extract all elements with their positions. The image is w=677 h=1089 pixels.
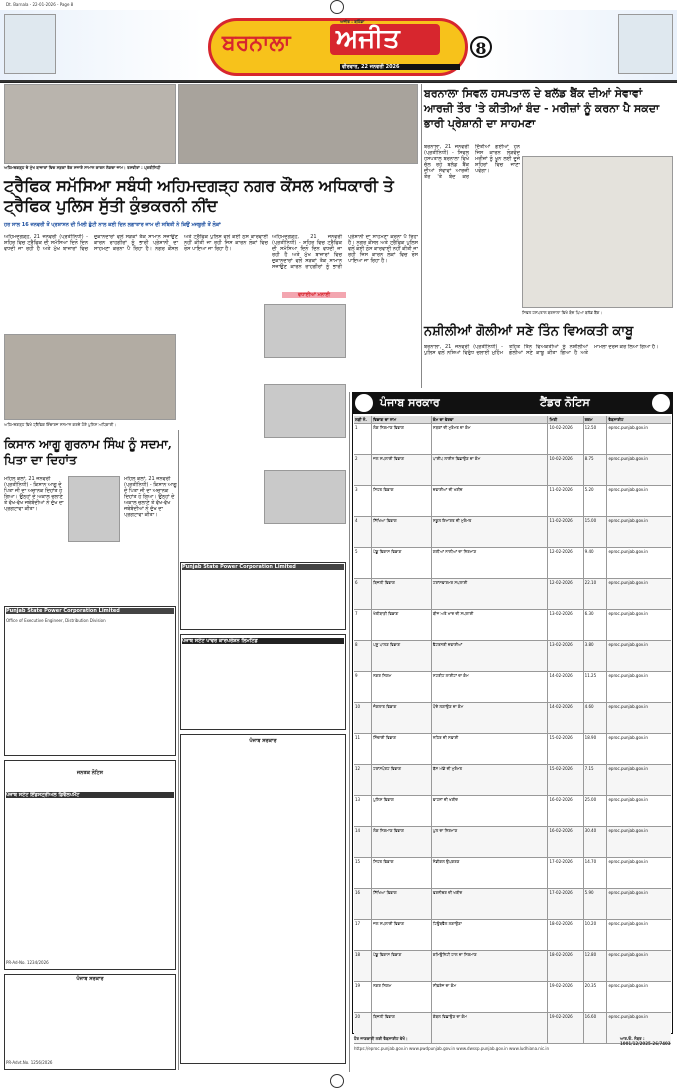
- tender-cell-date: 18-02-2026: [548, 920, 583, 950]
- col-date: ਮਿਤੀ: [548, 416, 583, 423]
- market-photo-2: [178, 84, 418, 164]
- tender-table-row: [354, 827, 671, 858]
- tender-cell-site[interactable]: eproc.punjab.gov.in: [608, 1014, 648, 1019]
- pspcl-ad-2: [180, 562, 346, 630]
- tender-cell-dept: ਪੁਲਿਸ ਵਿਭਾਗ: [372, 796, 432, 826]
- govt-ad-middle-title: ਪੰਜਾਬ ਸਰਕਾਰ: [249, 738, 277, 744]
- tender-cell-date: 11-02-2026: [548, 486, 583, 516]
- tender-cell-amt: 14.70: [584, 858, 608, 888]
- blood-bank-body: ਬਰਨਾਲਾ, 21 ਜਨਵਰੀ (ਪ੍ਰਤੀਨਿਧੀ) - ਸਿਵਲ ਹਸਪਤਾਲ ਬਰਨਾਲਾ ਵਿਖੇ ਚੱਲ ਰਹੇ ਬਲੱਡ ਬੈਂਕ ਦੀਆਂ ਸੇਵਾਵਾਂ ਆਰਜ਼ੀ ਤੌਰ 'ਤੇ ਬੰਦ ਕਰ ਦਿੱਤੀਆਂ ਗਈਆਂ ਹਨ ਜਿਸ ਕਾਰਨ ਲੋੜਵੰਦ ਮਰੀਜ਼ਾਂ ਨੂੰ ਖੂਨ ਲਈ ਦੂਜੇ ਸ਼ਹਿਰਾਂ ਵਿਚ ਜਾਣਾ ਪਵੇਗਾ।: [424, 144, 520, 180]
- tender-cell-date: 12-02-2026: [548, 548, 583, 578]
- tender-table-row: [354, 672, 671, 703]
- tender-cell-no: 15: [354, 858, 372, 888]
- tender-cell-amt: 16.60: [584, 1013, 608, 1043]
- tender-cell-no: 19: [354, 982, 372, 1012]
- tender-cell-date: 19-02-2026: [548, 982, 583, 1012]
- blood-bank-caption: ਸਿਵਲ ਹਸਪਤਾਲ ਬਰਨਾਲਾ ਵਿਖੇ ਬੰਦ ਪਿਆ ਬਲੱਡ ਬੈਂਕ।: [522, 310, 603, 315]
- tender-cell-date: 11-02-2026: [548, 517, 583, 547]
- tender-cell-work: ਟਰਾਂਸਫਾਰਮਰ ਸਪਲਾਈ: [432, 579, 549, 609]
- tender-cell-site[interactable]: eproc.punjab.gov.in: [608, 890, 648, 895]
- tender-cell-site[interactable]: eproc.punjab.gov.in: [608, 704, 648, 709]
- tender-table-row: [354, 641, 671, 672]
- tender-cell-work: ਮੈਡੀਕਲ ਉਪਕਰਣ: [432, 858, 549, 888]
- police-caption: ਅਹਿਮਦਗੜ੍ਹ ਵਿਖੇ ਟ੍ਰੈਫਿਕ ਇੰਚਾਰਜ ਸਨਮਾਨ ਕਰਦੇ ਹੋਏ ਪੁਲਿਸ ਅਧਿਕਾਰੀ।: [4, 422, 117, 427]
- blood-bank-headline: ਬਰਨਾਲਾ ਸਿਵਲ ਹਸਪਤਾਲ ਦੇ ਬਲੱਡ ਬੈਂਕ ਦੀਆਂ ਸੇਵਾਵਾਂ ਆਰਜ਼ੀ ਤੌਰ 'ਤੇ ਕੀਤੀਆਂ ਬੰਦ - ਮਰੀਜ਼ਾਂ ਨੂੰ ਕਰਨਾ ਪੈ ਸਕਦਾ ਭਾਰੀ ਪ੍ਰੇਸ਼ਾਨੀ ਦਾ ਸਾਹਮਣਾ: [424, 87, 660, 130]
- tender-cell-work: ਸਕੂਲ ਇਮਾਰਤ ਦੀ ਮੁਰੰਮਤ: [432, 517, 549, 547]
- mining-ad-title: ਪੰਜਾਬ ਸਟੇਟ ਇੰਡਸਟ੍ਰੀਅਲ ਡਿਵੈਲਪਮੈਂਟ: [6, 792, 174, 798]
- tender-cell-dept: ਖੇਤੀਬਾੜੀ ਵਿਭਾਗ: [372, 610, 432, 640]
- tender-footer: ਹੋਰ ਜਾਣਕਾਰੀ ਲਈ ਵੈਬਸਾਈਟ ਵੇਖੋ।: [354, 1036, 408, 1041]
- tender-cell-no: 4: [354, 517, 372, 547]
- masthead-building-photo: [4, 14, 56, 74]
- tender-table-row: [354, 486, 671, 517]
- tender-cell-work: ਸੜਕਾਂ ਦੀ ਮੁਰੰਮਤ ਦਾ ਕੰਮ: [432, 424, 549, 454]
- tender-table-row: [354, 982, 671, 1013]
- tender-cell-work: ਕੇਬਲ ਵਿਛਾਉਣ ਦਾ ਕੰਮ: [432, 1013, 549, 1043]
- tender-cell-amt: 30.40: [584, 827, 608, 857]
- tender-cell-dept: ਬਿਜਲੀ ਵਿਭਾਗ: [372, 579, 432, 609]
- tender-table-row: [354, 579, 671, 610]
- col-work: ਕੰਮ ਦਾ ਵੇਰਵਾ: [432, 416, 549, 423]
- couple-photo-3: [264, 470, 346, 524]
- tender-cell-date: 12-02-2026: [548, 579, 583, 609]
- tender-cell-dept: ਸਿੰਚਾਈ ਵਿਭਾਗ: [372, 734, 432, 764]
- tender-emblem-icon-right: [652, 394, 670, 412]
- masthead-date: ਵੀਰਵਾਰ, 22 ਜਨਵਰੀ 2026: [340, 64, 460, 70]
- divider-col-1: [178, 430, 179, 1070]
- tender-cell-amt: 5.90: [584, 889, 608, 919]
- tender-cell-date: 10-02-2026: [548, 424, 583, 454]
- tender-cell-work: ਵੈਟਰਨਰੀ ਦਵਾਈਆਂ: [432, 641, 549, 671]
- tender-cell-site[interactable]: eproc.punjab.gov.in: [608, 487, 648, 492]
- tender-cell-date: 17-02-2026: [548, 889, 583, 919]
- tender-cell-site[interactable]: eproc.punjab.gov.in: [608, 611, 648, 616]
- farmer-body-cont: ਮਹਿਲ ਕਲਾਂ, 21 ਜਨਵਰੀ (ਪ੍ਰਤੀਨਿਧੀ) - ਕਿਸਾਨ ਆਗੂ ਦੇ ਪਿਤਾ ਜੀ ਦਾ ਅਚਾਨਕ ਦਿਹਾਂਤ ਹੋ ਗਿਆ। ਉਨ੍ਹਾਂ ਦੇ ਅਕਾਲ ਚਲਾਣੇ ਤੇ ਵੱਖ-ਵੱਖ ਜਥੇਬੰਦੀਆਂ ਨੇ ਦੁੱਖ ਦਾ ਪ੍ਰਗਟਾਵਾ ਕੀਤਾ।: [124, 476, 177, 518]
- tender-notice-title: ਟੈਂਡਰ ਨੋਟਿਸ: [540, 396, 590, 409]
- tender-urls[interactable]: https://eproc.punjab.gov.in www.pwdpunjab.gov.in www.dwssp.punjab.gov.in www.ludhiana.nic.in: [354, 1046, 550, 1051]
- tender-cell-site[interactable]: eproc.punjab.gov.in: [608, 921, 648, 926]
- col-site: ਵੈਬਸਾਈਟ: [608, 417, 624, 422]
- tender-table-row: [354, 517, 671, 548]
- pspcl-ad-3-title: ਪੰਜਾਬ ਸਟੇਟ ਪਾਵਰ ਕਾਰਪੋਰੇਸ਼ਨ ਲਿਮਟਿਡ: [182, 638, 344, 644]
- tender-table-row: [354, 424, 671, 455]
- tender-table: [354, 416, 671, 1044]
- arrest-body: ਬਰਨਾਲਾ, 21 ਜਨਵਰੀ (ਪ੍ਰਤੀਨਿਧੀ) - ਪੁਲਿਸ ਵਲੋਂ ਨਸ਼ਿਆਂ ਵਿਰੁੱਧ ਚਲਾਈ ਮੁਹਿੰਮ ਤਹਿਤ ਤਿੰਨ ਵਿਅਕਤੀਆਂ ਨੂੰ ਨਸ਼ੀਲੀਆਂ ਗੋਲੀਆਂ ਸਣੇ ਕਾਬੂ ਕੀਤਾ ਗਿਆ ਹੈ ਅਤੇ ਮਾਮਲਾ ਦਰਜ ਕਰ ਲਿਆ ਗਿਆ ਹੈ।: [424, 344, 659, 356]
- tender-table-row: [354, 548, 671, 579]
- tender-cell-no: 3: [354, 486, 372, 516]
- tender-cell-dept: ਟਰਾਂਸਪੋਰਟ ਵਿਭਾਗ: [372, 765, 432, 795]
- tender-cell-no: 1: [354, 424, 372, 454]
- tender-cell-dept: ਨਗਰ ਨਿਗਮ: [372, 672, 432, 702]
- tender-cell-work: ਸਟਰੀਟ ਲਾਈਟਾਂ ਦਾ ਕੰਮ: [432, 672, 549, 702]
- tender-cell-no: 18: [354, 951, 372, 981]
- tender-cell-date: 19-02-2026: [548, 1013, 583, 1043]
- tender-cell-dept: ਸਿੱਖਿਆ ਵਿਭਾਗ: [372, 889, 432, 919]
- tender-cell-amt: 22.10: [584, 579, 608, 609]
- tender-table-row: [354, 734, 671, 765]
- col-no: ਲੜੀ ਨੰ.: [354, 416, 372, 423]
- tender-cell-date: 18-02-2026: [548, 951, 583, 981]
- tender-cell-no: 10: [354, 703, 372, 733]
- tender-cell-site[interactable]: eproc.punjab.gov.in: [608, 766, 648, 771]
- tender-table-row: [354, 920, 671, 951]
- tender-cell-site[interactable]: eproc.punjab.gov.in: [608, 518, 648, 523]
- tender-cell-site[interactable]: eproc.punjab.gov.in: [608, 549, 648, 554]
- tender-cell-site[interactable]: eproc.punjab.gov.in: [608, 673, 648, 678]
- tender-cell-amt: 12.80: [584, 951, 608, 981]
- registration-mark-bottom: [330, 1074, 344, 1088]
- tender-cell-dept: ਸਿੱਖਿਆ ਵਿਭਾਗ: [372, 517, 432, 547]
- traffic-headline: ਟ੍ਰੈਫਿਕ ਸਮੱਸਿਆ ਸਬੰਧੀ ਅਹਿਮਦਗੜ੍ਹ ਨਗਰ ਕੌਂਸਲ ਅਧਿਕਾਰੀ ਤੇ ਟ੍ਰੈਫਿਕ ਪੁਲਿਸ ਸੁੱਤੀ ਕੁੰਭਕਰਨੀ ਨੀਂਦ: [4, 176, 394, 215]
- tender-cell-no: 17: [354, 920, 372, 950]
- tender-cell-amt: 20.35: [584, 982, 608, 1012]
- tender-emblem-icon: [355, 394, 373, 412]
- tender-table-row: [354, 796, 671, 827]
- govt-ad-left-ref: PR-Advt.No. 1256/2026: [6, 1060, 53, 1065]
- market-photo-caption: ਅਹਿਮਦਗੜ੍ਹ ਦੇ ਮੁੱਖ ਬਾਜ਼ਾਰਾਂ ਵਿਚ ਸੜਕਾਂ ਤੱਕ ਸਜਾਏ ਸਾਮਾਨ ਕਾਰਨ ਲੱਗਦਾ ਜਾਮ। ਤਸਵੀਰਾਂ : ਪ੍ਰਤੀਨਿਧੀ: [4, 165, 161, 170]
- edition-tag: ਅਜੀਤ : ਬਠਿੰਡਾ: [340, 19, 365, 24]
- tender-cell-amt: 7.15: [584, 765, 608, 795]
- col-dept: ਵਿਭਾਗ ਦਾ ਨਾਮ: [372, 416, 432, 423]
- tender-table-row: [354, 455, 671, 486]
- divider-col-3: [421, 84, 422, 388]
- tender-cell-no: 16: [354, 889, 372, 919]
- tender-cell-site[interactable]: eproc.punjab.gov.in: [608, 797, 648, 802]
- tender-cell-work: ਨਹਿਰ ਦੀ ਸਫ਼ਾਈ: [432, 734, 549, 764]
- tender-rows: [354, 424, 671, 1044]
- tender-table-row: [354, 951, 671, 982]
- tender-cell-dept: ਜੰਗਲਾਤ ਵਿਭਾਗ: [372, 703, 432, 733]
- tender-cell-amt: 9.40: [584, 548, 608, 578]
- farmer-body: ਮਹਿਲ ਕਲਾਂ, 21 ਜਨਵਰੀ (ਪ੍ਰਤੀਨਿਧੀ) - ਕਿਸਾਨ ਆਗੂ ਦੇ ਪਿਤਾ ਜੀ ਦਾ ਅਚਾਨਕ ਦਿਹਾਂਤ ਹੋ ਗਿਆ। ਉਨ੍ਹਾਂ ਦੇ ਅਕਾਲ ਚਲਾਣੇ ਤੇ ਵੱਖ-ਵੱਖ ਜਥੇਬੰਦੀਆਂ ਨੇ ਦੁੱਖ ਦਾ ਪ੍ਰਗਟਾਵਾ ਕੀਤਾ।: [4, 476, 64, 512]
- tender-cell-site[interactable]: eproc.punjab.gov.in: [608, 642, 648, 647]
- tender-cell-site[interactable]: eproc.punjab.gov.in: [608, 828, 648, 833]
- tender-cell-amt: 8.75: [584, 455, 608, 485]
- tender-cell-work: ਦਵਾਈਆਂ ਦੀ ਖਰੀਦ: [432, 486, 549, 516]
- police-photo: [4, 334, 176, 420]
- registration-mark-top: [330, 0, 344, 14]
- pspcl-ad-1-title: Punjab State Power Corporation Limited: [6, 608, 174, 614]
- tender-cell-amt: 6.30: [584, 610, 608, 640]
- tender-table-row: [354, 703, 671, 734]
- couple-photo-2: [264, 384, 346, 438]
- tender-cell-work: ਵਾਹਨਾਂ ਦੀ ਖਰੀਦ: [432, 796, 549, 826]
- tender-cell-amt: 3.80: [584, 641, 608, 671]
- tender-cell-dept: ਜਲ ਸਪਲਾਈ ਵਿਭਾਗ: [372, 455, 432, 485]
- tender-cell-work: ਕਮਿਊਨਿਟੀ ਹਾਲ ਦਾ ਨਿਰਮਾਣ: [432, 951, 549, 981]
- pspcl-ad-1: [4, 606, 176, 756]
- tender-cell-work: ਬੱਸ ਅੱਡੇ ਦੀ ਮੁਰੰਮਤ: [432, 765, 549, 795]
- govt-ad-middle: [180, 734, 346, 1064]
- tender-table-row: [354, 889, 671, 920]
- mining-ad-ref: PR-Ad-No. 1234/2026: [6, 960, 49, 965]
- tender-ref-no: ਆਰ.ਓ. ਨੰਬਰ : 1001/12/2025-26/7403: [620, 1036, 671, 1046]
- tender-cell-date: 14-02-2026: [548, 703, 583, 733]
- tender-cell-amt: 12.50: [584, 424, 608, 454]
- govt-ad-left-title: ਪੰਜਾਬ ਸਰਕਾਰ: [76, 976, 104, 982]
- tender-cell-date: 16-02-2026: [548, 827, 583, 857]
- tender-cell-dept: ਲੋਕ ਨਿਰਮਾਣ ਵਿਭਾਗ: [372, 827, 432, 857]
- tender-table-row: [354, 610, 671, 641]
- pspcl-ad-3: [180, 634, 346, 730]
- tender-cell-date: 17-02-2026: [548, 858, 583, 888]
- tender-cell-no: 9: [354, 672, 372, 702]
- tender-cell-site[interactable]: eproc.punjab.gov.in: [608, 735, 648, 740]
- tender-cell-amt: 5.20: [584, 486, 608, 516]
- tender-cell-date: 13-02-2026: [548, 641, 583, 671]
- tender-cell-date: 15-02-2026: [548, 765, 583, 795]
- tender-govt-title: ਪੰਜਾਬ ਸਰਕਾਰ: [380, 396, 440, 409]
- tender-cell-no: 7: [354, 610, 372, 640]
- tender-cell-date: 10-02-2026: [548, 455, 583, 485]
- tender-cell-work: ਸੀਵਰੇਜ ਦਾ ਕੰਮ: [432, 982, 549, 1012]
- farmer-headline: ਕਿਸਾਨ ਆਗੂ ਗੁਰਨਾਮ ਸਿੰਘ ਨੂੰ ਸਦਮਾ, ਪਿਤਾ ਦਾ ਦਿਹਾਂਤ: [4, 437, 172, 467]
- tender-cell-work: ਫਰਨੀਚਰ ਦੀ ਖਰੀਦ: [432, 889, 549, 919]
- tender-cell-amt: 4.60: [584, 703, 608, 733]
- tender-cell-work: ਪਾਈਪ ਲਾਈਨ ਵਿਛਾਉਣ ਦਾ ਕੰਮ: [432, 455, 549, 485]
- tender-cell-dept: ਜਲ ਸਪਲਾਈ ਵਿਭਾਗ: [372, 920, 432, 950]
- tender-cell-no: 14: [354, 827, 372, 857]
- traffic-body: ਅਹਿਮਦਗੜ੍ਹ, 21 ਜਨਵਰੀ (ਪ੍ਰਤੀਨਿਧੀ) - ਸ਼ਹਿਰ ਵਿਚ ਟ੍ਰੈਫਿਕ ਦੀ ਸਮੱਸਿਆ ਦਿਨੋ ਦਿਨ ਵਧਦੀ ਜਾ ਰਹੀ ਹੈ ਅਤੇ ਮੁੱਖ ਬਾਜ਼ਾਰਾਂ ਵਿਚ ਦੁਕਾਨਦਾਰਾਂ ਵਲੋਂ ਸੜਕਾਂ ਤੱਕ ਸਾਮਾਨ ਸਜਾਉਣ ਕਾਰਨ ਰਾਹਗੀਰਾਂ ਨੂੰ ਭਾਰੀ ਪ੍ਰੇਸ਼ਾਨੀ ਦਾ ਸਾਹਮਣਾ ਕਰਨਾ ਪੈ ਰਿਹਾ ਹੈ। ਨਗਰ ਕੌਂਸਲ ਅਤੇ ਟ੍ਰੈਫਿਕ ਪੁਲਿਸ ਵਲੋਂ ਕੋਈ ਠੋਸ ਕਾਰਵਾਈ ਨਹੀਂ ਕੀਤੀ ਜਾ ਰਹੀ ਜਿਸ ਕਾਰਨ ਲੋਕਾਂ ਵਿਚ ਰੋਸ ਪਾਇਆ ਜਾ ਰਿਹਾ ਹੈ।: [4, 234, 268, 252]
- tender-cell-no: 2: [354, 455, 372, 485]
- tender-table-header: [354, 416, 671, 424]
- tender-cell-amt: 11.25: [584, 672, 608, 702]
- tender-cell-dept: ਸਿਹਤ ਵਿਭਾਗ: [372, 486, 432, 516]
- print-slug: Dt. Barnala - 22-01-2026 - Page 8: [6, 2, 74, 7]
- tender-cell-dept: ਪੇਂਡੂ ਵਿਕਾਸ ਵਿਭਾਗ: [372, 548, 432, 578]
- tender-cell-date: 15-02-2026: [548, 734, 583, 764]
- tender-cell-date: 14-02-2026: [548, 672, 583, 702]
- tender-cell-no: 13: [354, 796, 372, 826]
- tender-cell-site[interactable]: eproc.punjab.gov.in: [608, 456, 648, 461]
- tender-cell-work: ਬੀਜ ਅਤੇ ਖਾਦ ਦੀ ਸਪਲਾਈ: [432, 610, 549, 640]
- tender-cell-amt: 18.90: [584, 734, 608, 764]
- tender-cell-no: 6: [354, 579, 372, 609]
- mining-ad-sub: ਜਨਤਕ ਨੋਟਿਸ: [76, 770, 103, 776]
- tender-table-row: [354, 858, 671, 889]
- tender-cell-dept: ਨਗਰ ਨਿਗਮ: [372, 982, 432, 1012]
- arrest-headline: ਨਸ਼ੀਲੀਆਂ ਗੋਲੀਆਂ ਸਣੇ ਤਿੰਨ ਵਿਅਕਤੀ ਕਾਬੂ: [424, 324, 634, 339]
- tender-cell-site[interactable]: eproc.punjab.gov.in: [608, 425, 648, 430]
- tender-cell-no: 11: [354, 734, 372, 764]
- tender-cell-dept: ਪੇਂਡੂ ਵਿਕਾਸ ਵਿਭਾਗ: [372, 951, 432, 981]
- tender-cell-amt: 25.00: [584, 796, 608, 826]
- govt-ad-left: [4, 974, 176, 1070]
- masthead-city: ਬਰਨਾਲਾ: [222, 30, 291, 56]
- market-photo-1: [4, 84, 176, 164]
- divider-col-2: [349, 392, 350, 1072]
- col-amt: ਰਕਮ: [584, 416, 608, 423]
- farmer-photo: [68, 476, 120, 542]
- couple-photo-1: [264, 304, 346, 358]
- page-number: 8: [470, 36, 492, 58]
- masthead-brand: ਅਜੀਤ: [330, 24, 440, 55]
- tender-cell-work: ਪੌਦੇ ਲਗਾਉਣ ਦਾ ਕੰਮ: [432, 703, 549, 733]
- tender-cell-work: ਪੁਲ ਦਾ ਨਿਰਮਾਣ: [432, 827, 549, 857]
- tender-cell-site[interactable]: eproc.punjab.gov.in: [608, 952, 648, 957]
- tender-cell-dept: ਸਿਹਤ ਵਿਭਾਗ: [372, 858, 432, 888]
- tender-table-row: [354, 765, 671, 796]
- tender-cell-no: 12: [354, 765, 372, 795]
- tender-cell-site[interactable]: eproc.punjab.gov.in: [608, 859, 648, 864]
- tender-cell-site[interactable]: eproc.punjab.gov.in: [608, 580, 648, 585]
- divider-masthead: [0, 82, 677, 83]
- tender-cell-dept: ਪਸ਼ੂ ਪਾਲਣ ਵਿਭਾਗ: [372, 641, 432, 671]
- blood-bank-photo: [522, 156, 673, 308]
- traffic-body-cont: ਅਹਿਮਦਗੜ੍ਹ, 21 ਜਨਵਰੀ (ਪ੍ਰਤੀਨਿਧੀ) - ਸ਼ਹਿਰ ਵਿਚ ਟ੍ਰੈਫਿਕ ਦੀ ਸਮੱਸਿਆ ਦਿਨੋ ਦਿਨ ਵਧਦੀ ਜਾ ਰਹੀ ਹੈ ਅਤੇ ਮੁੱਖ ਬਾਜ਼ਾਰਾਂ ਵਿਚ ਦੁਕਾਨਦਾਰਾਂ ਵਲੋਂ ਸੜਕਾਂ ਤੱਕ ਸਾਮਾਨ ਸਜਾਉਣ ਕਾਰਨ ਰਾਹਗੀਰਾਂ ਨੂੰ ਭਾਰੀ ਪ੍ਰੇਸ਼ਾਨੀ ਦਾ ਸਾਹਮਣਾ ਕਰਨਾ ਪੈ ਰਿਹਾ ਹੈ। ਨਗਰ ਕੌਂਸਲ ਅਤੇ ਟ੍ਰੈਫਿਕ ਪੁਲਿਸ ਵਲੋਂ ਕੋਈ ਠੋਸ ਕਾਰਵਾਈ ਨਹੀਂ ਕੀਤੀ ਜਾ ਰਹੀ ਜਿਸ ਕਾਰਨ ਲੋਕਾਂ ਵਿਚ ਰੋਸ ਪਾਇਆ ਜਾ ਰਿਹਾ ਹੈ।: [272, 234, 418, 270]
- tender-cell-dept: ਲੋਕ ਨਿਰਮਾਣ ਵਿਭਾਗ: [372, 424, 432, 454]
- tender-cell-no: 5: [354, 548, 372, 578]
- tender-cell-date: 13-02-2026: [548, 610, 583, 640]
- traffic-subhead: ਹਰ ਸਾਲ 16 ਜਨਵਰੀ ਤੋਂ ਪ੍ਰਸ਼ਾਸਨ ਦੀ ਮਿਲੀ ਛੁੱਟੀ ਨਾਲ ਕਈ ਦਿਨ ਲਗਾਤਾਰ ਜਾਮ ਦੀ ਸਥਿਤੀ ਨੇ ਕਿਉਂ ਮਜਬੂਰੀ ਤੋਂ ਲੋਕਾਂ: [4, 222, 221, 228]
- tender-cell-no: 8: [354, 641, 372, 671]
- pspcl-ad-1-office: Office of Executive Engineer, Distribution Division: [6, 618, 106, 623]
- tender-cell-work: ਟਿਊਬਵੈੱਲ ਲਗਾਉਣਾ: [432, 920, 549, 950]
- tender-cell-amt: 15.00: [584, 517, 608, 547]
- masthead-clock-tower-photo: [618, 14, 673, 74]
- condolence-label: ਵਧਾਈਆਂ ਮਨਾਈ: [282, 292, 346, 298]
- tender-cell-dept: ਬਿਜਲੀ ਵਿਭਾਗ: [372, 1013, 432, 1043]
- pspcl-ad-2-title: Punjab State Power Corporation Limited: [182, 564, 344, 570]
- tender-cell-date: 16-02-2026: [548, 796, 583, 826]
- tender-cell-site[interactable]: eproc.punjab.gov.in: [608, 983, 648, 988]
- tender-cell-amt: 10.20: [584, 920, 608, 950]
- tender-cell-work: ਗਲੀਆਂ ਨਾਲੀਆਂ ਦਾ ਨਿਰਮਾਣ: [432, 548, 549, 578]
- tender-cell-no: 20: [354, 1013, 372, 1043]
